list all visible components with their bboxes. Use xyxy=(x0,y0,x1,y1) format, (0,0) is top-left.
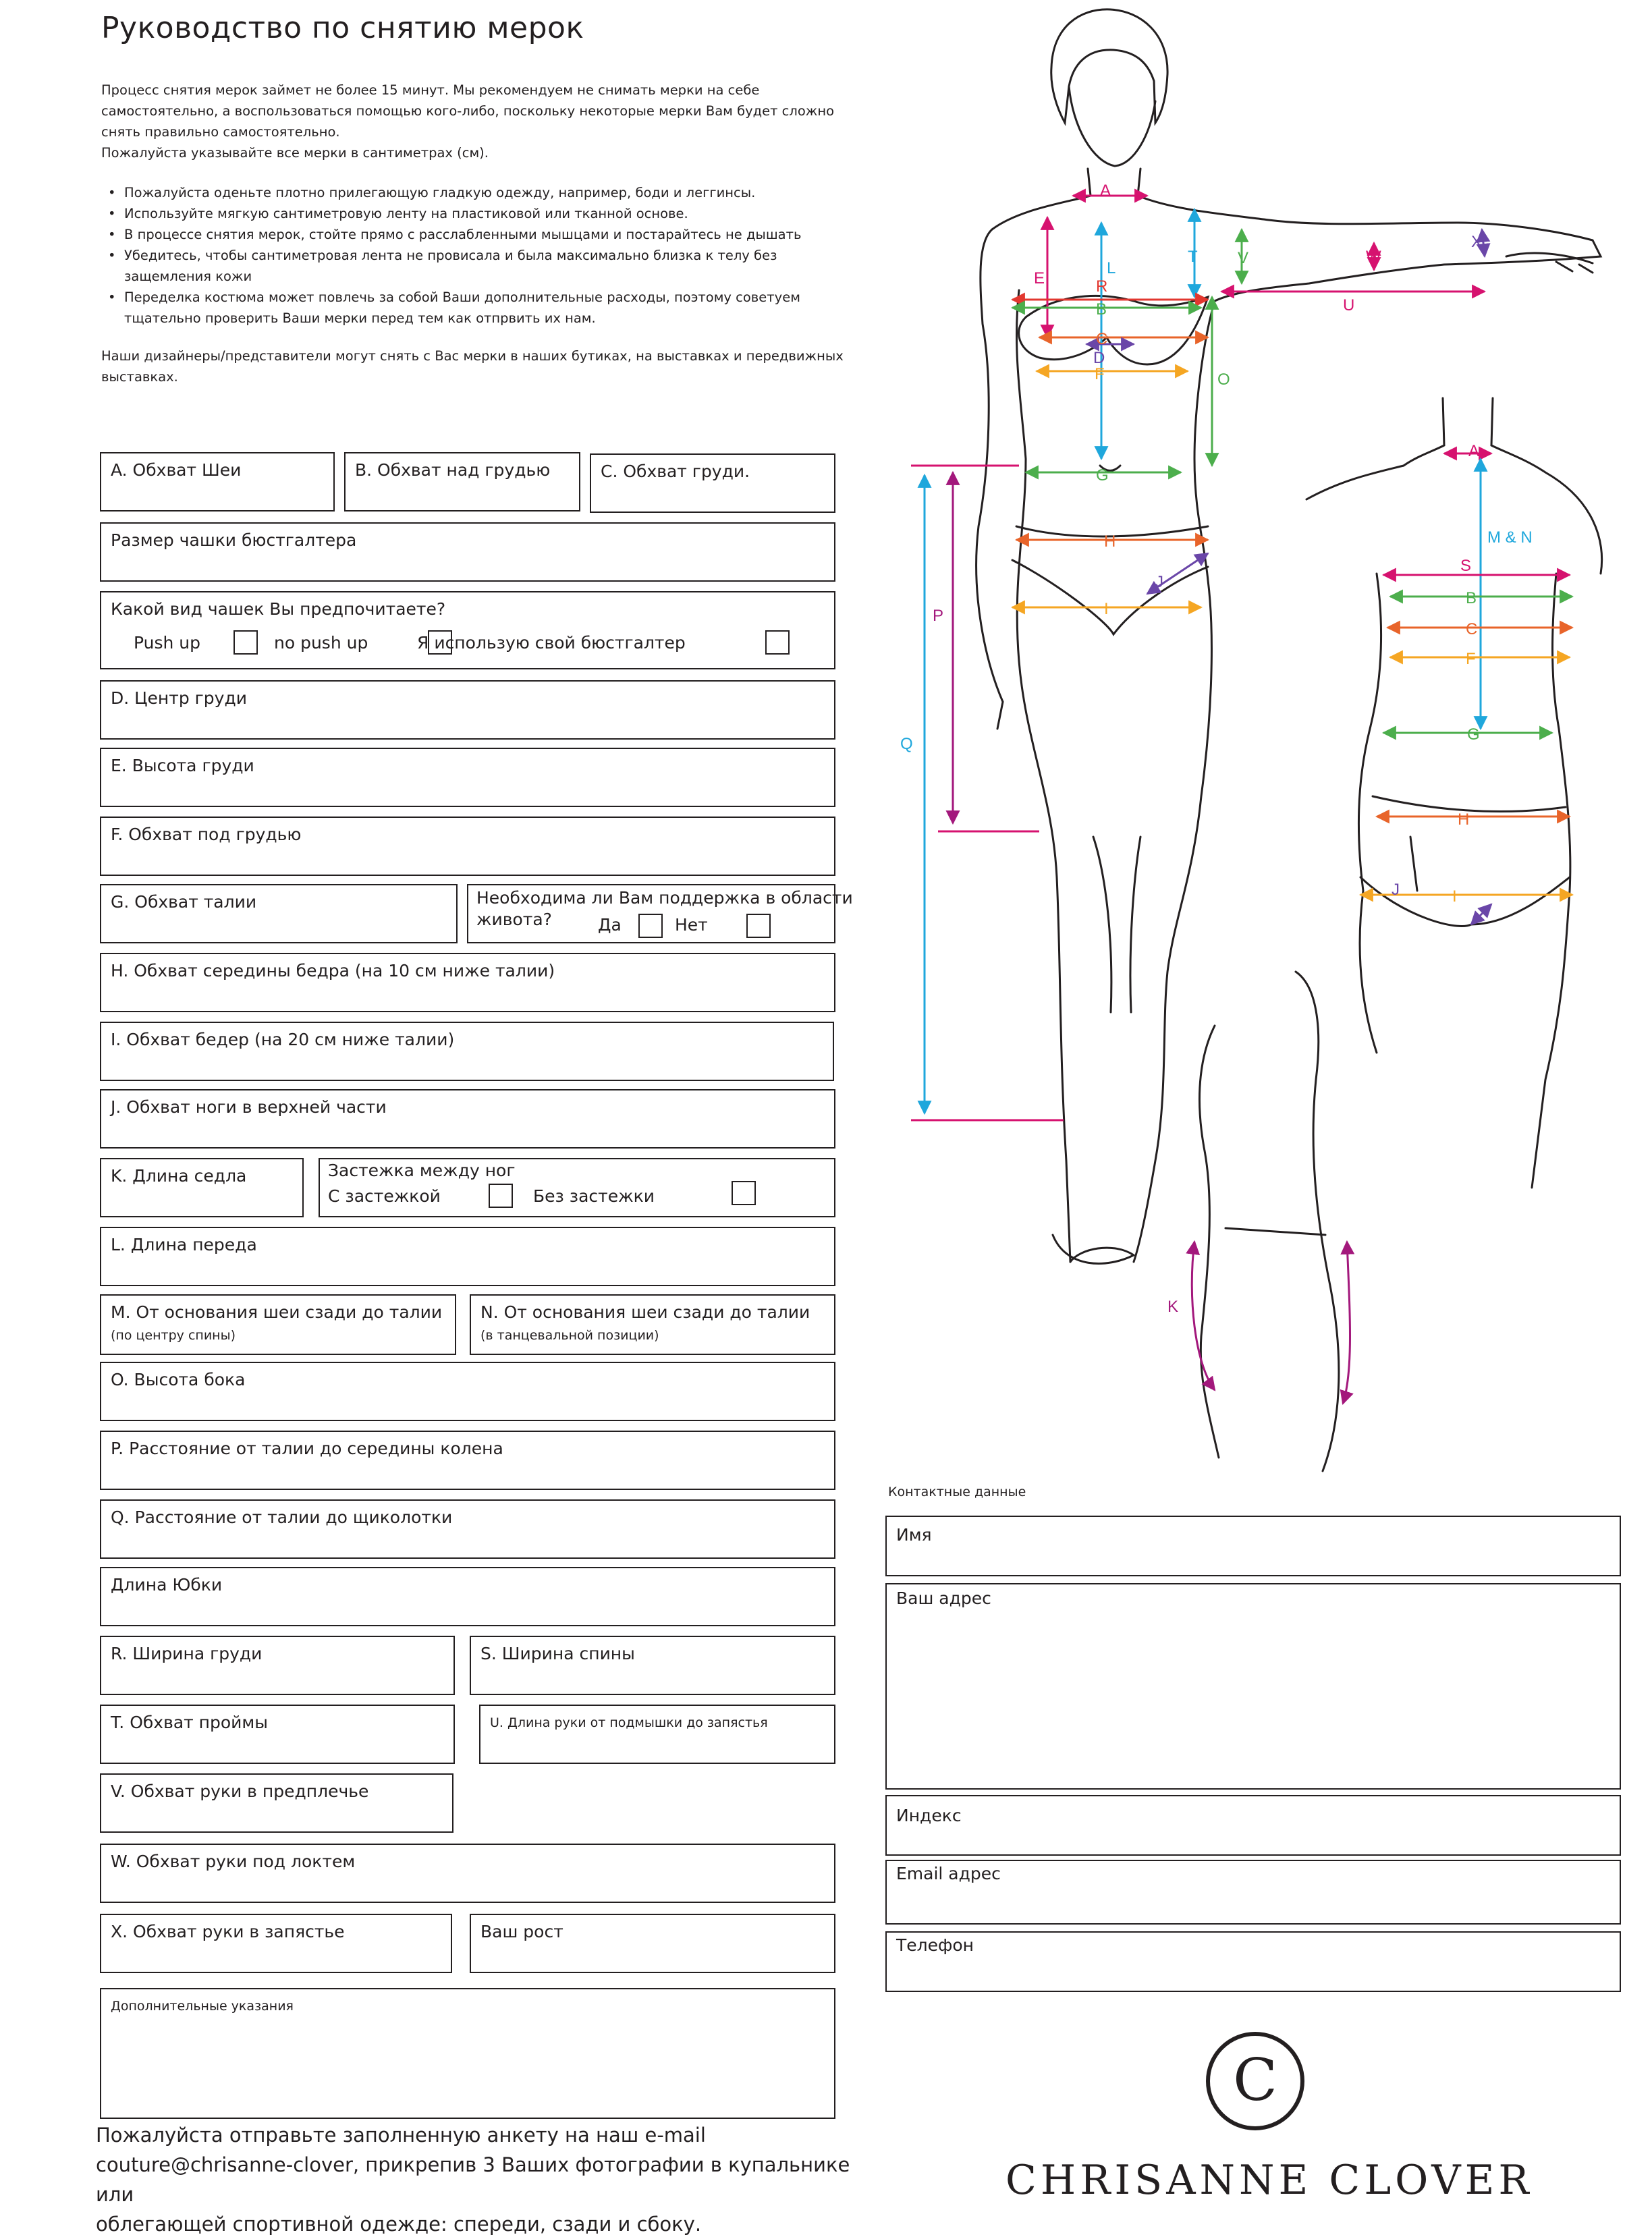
question-label: живота? xyxy=(476,910,552,929)
field-label: Дополнительные указания xyxy=(111,1999,294,2014)
back-label-j: J xyxy=(1392,881,1400,899)
note-line: выставках. xyxy=(101,369,178,385)
field-label: G. Обхват талии xyxy=(111,892,257,912)
label-t: T xyxy=(1188,248,1198,266)
back-label-h: H xyxy=(1458,810,1470,829)
field-note: (в танцевальной позиции) xyxy=(480,1328,659,1343)
note-line: Наши дизайнеры/представители могут снять с Вас мерки в наших бутиках, на выставках и передвижных xyxy=(101,348,844,364)
page-title: Руководство по снятию мерок xyxy=(101,11,584,45)
field-label: U. Длина руки от подмышки до запястья xyxy=(490,1715,768,1730)
label-l: L xyxy=(1107,259,1116,277)
field-label: Какой вид чашек Вы предпочитаете? xyxy=(111,599,446,619)
list-item: • В процессе снятия мерок, стойте прямо с расслабленными мышцами и постарайтесь не дышать xyxy=(108,224,803,245)
field-label: D. Центр груди xyxy=(111,688,247,708)
back-label-mn: M & N xyxy=(1487,528,1533,547)
label-v: V xyxy=(1238,249,1249,267)
list-item: • Используйте мягкую сантиметровую ленту на пластиковой или тканной основе. xyxy=(108,203,803,224)
field-label: K. Длина седла xyxy=(111,1166,247,1186)
field-label: Размер чашки бюстгалтера xyxy=(111,530,357,550)
intro-line: Пожалуйста указывайте все мерки в сантиметрах (см). xyxy=(101,145,489,161)
label-c: C xyxy=(1096,330,1108,348)
field-label: Ваш рост xyxy=(480,1922,563,1941)
label-b: B xyxy=(1096,300,1107,319)
option-label: no push up xyxy=(274,633,368,653)
field-label: Email адрес xyxy=(896,1864,1001,1883)
footer-line: облегающей спортивной одежде: спереди, сзади и сбоку. xyxy=(96,2213,702,2236)
field-label: B. Обхват над грудью xyxy=(355,460,551,480)
list-item: • Убедитесь, чтобы сантиметровая лента не провисала и была максимально близка к телу без защемления кожи xyxy=(108,245,803,287)
label-p: P xyxy=(933,607,944,625)
option-label: Без застежки xyxy=(533,1186,655,1206)
contact-heading: Контактные данные xyxy=(888,1485,1026,1499)
field-label: Q. Расстояние от талии до щиколотки xyxy=(111,1508,453,1527)
footer-line: Пожалуйста отправьте заполненную анкету на наш e-mail xyxy=(96,2124,706,2147)
front-guide-lines xyxy=(911,466,1064,1120)
field-label: Ваш адрес xyxy=(896,1588,991,1608)
intro-line: Процесс снятия мерок займет не более 15 минут. Мы рекомендуем не снимать мерки на себе xyxy=(101,82,760,98)
field-note: (по центру спины) xyxy=(111,1328,236,1343)
back-label-g: G xyxy=(1467,725,1480,744)
field-label: P. Расстояние от талии до середины колена xyxy=(111,1439,503,1458)
field-label: Имя xyxy=(896,1525,932,1545)
option-label: Я использую свой бюстгалтер xyxy=(417,633,686,653)
field-label: S. Ширина спины xyxy=(480,1644,635,1663)
field-label: F. Обхват под грудью xyxy=(111,825,302,844)
field-label: Длина Юбки xyxy=(111,1575,223,1595)
field-label: H. Обхват середины бедра (на 10 см ниже талии) xyxy=(111,961,555,980)
question-label: Необходима ли Вам поддержка в области xyxy=(476,888,853,908)
label-i: I xyxy=(1104,600,1109,618)
label-f: F xyxy=(1095,365,1105,383)
front-figure xyxy=(976,9,1601,1264)
list-item: • Переделка костюма может повлечь за собой Ваши дополнительные расходы, поэтому советуем тщательно проверить Ваши мерки перед тем как отпрвить их нам. xyxy=(108,287,803,329)
diagram-letters xyxy=(900,182,1533,1316)
brand-name: CHRISANNE CLOVER xyxy=(1006,2157,1533,2204)
option-label: Push up xyxy=(134,633,201,653)
field-label: R. Ширина груди xyxy=(111,1644,263,1663)
field-label: E. Высота груди xyxy=(111,756,254,775)
side-label-k: K xyxy=(1167,1298,1179,1316)
field-label: T. Обхват проймы xyxy=(111,1713,269,1732)
back-label-s: S xyxy=(1460,557,1472,575)
field-label: Телефон xyxy=(896,1935,974,1955)
field-label: I. Обхват бедер (на 20 см ниже талии) xyxy=(111,1030,455,1049)
field-label: M. От основания шеи сзади до талии xyxy=(111,1302,443,1322)
field-label: L. Длина переда xyxy=(111,1235,257,1254)
back-label-c: C xyxy=(1466,620,1478,638)
label-o: O xyxy=(1217,370,1230,389)
field-label: A. Обхват Шеи xyxy=(111,460,242,480)
back-label-b: B xyxy=(1466,589,1477,607)
option-label: Да xyxy=(598,915,622,935)
field-label: O. Высота бока xyxy=(111,1370,246,1389)
side-figure xyxy=(1199,972,1338,1471)
label-d: D xyxy=(1093,349,1105,367)
label-g: G xyxy=(1096,466,1109,485)
label-r: R xyxy=(1096,277,1108,296)
field-label: V. Обхват руки в предплечье xyxy=(111,1781,369,1801)
label-h: H xyxy=(1104,532,1116,551)
field-label: C. Обхват груди. xyxy=(601,462,750,481)
back-label-f: F xyxy=(1466,650,1476,668)
intro-line: снять правильно самостоятельно. xyxy=(101,124,340,140)
back-measurements xyxy=(1360,453,1572,924)
back-label-i: I xyxy=(1452,887,1457,906)
list-item: • Пожалуйста оденьте плотно прилегающую гладкую одежду, например, боди и леггинсы. xyxy=(108,182,803,203)
back-figure xyxy=(1306,398,1602,1188)
field-label: W. Обхват руки под локтем xyxy=(111,1852,356,1871)
label-e: E xyxy=(1034,269,1045,287)
label-u: U xyxy=(1343,296,1355,314)
intro-line: самостоятельно, а воспользоваться помощью кого-либо, поскольку некоторые мерки Вам будет сложно xyxy=(101,103,835,119)
field-label: X. Обхват руки в запястье xyxy=(111,1922,345,1941)
option-label: Нет xyxy=(675,915,708,935)
label-j: J xyxy=(1155,573,1163,591)
label-x: X xyxy=(1471,233,1483,251)
front-measurements xyxy=(925,196,1485,1113)
logo-letter: C xyxy=(1233,2047,1277,2114)
field-label: N. От основания шеи сзади до талии xyxy=(480,1302,810,1322)
question-label: Застежка между ног xyxy=(328,1161,516,1180)
field-label: Индекс xyxy=(896,1806,962,1825)
label-a: A xyxy=(1100,182,1111,200)
footer-line: couture@chrisanne-clover, прикрепив 3 Ваших фотографии в купальнике или xyxy=(96,2153,850,2206)
option-label: С застежкой xyxy=(328,1186,441,1206)
label-q: Q xyxy=(900,735,913,753)
back-label-a: A xyxy=(1468,442,1480,460)
field-label: J. Обхват ноги в верхней части xyxy=(111,1097,387,1117)
label-w: W xyxy=(1366,248,1381,266)
